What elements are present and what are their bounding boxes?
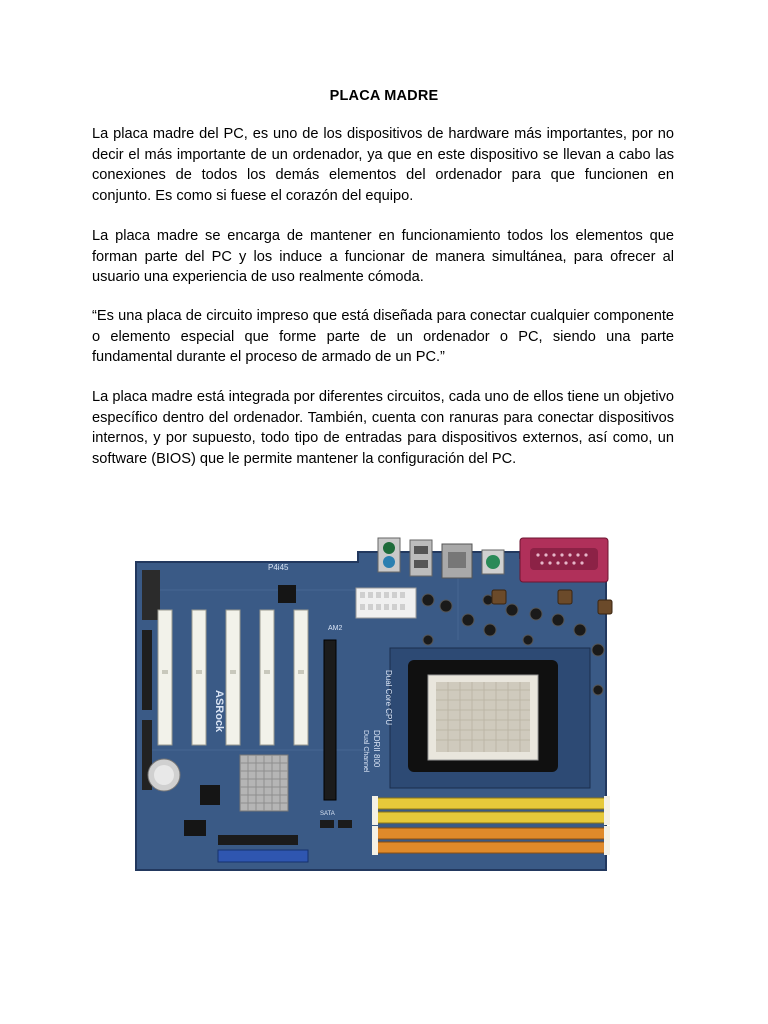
socket-label: AM2 [328,625,343,632]
motherboard-image [128,530,638,875]
brand-label: ASRock [213,690,225,733]
chipset-label: P4i45 [268,563,289,572]
paragraph-definition-quote: “Es una placa de circuito impreso que está diseñada para conectar cualquier componente o elemento especial que forme parte de un ordenador o PC, siendo una parte fundamental durante el proceso de armado de un PC.” [92,308,674,366]
paragraph-function: La placa madre se encarga de mantener en funcionamiento todos los elementos que forman parte del PC y los induce a funcionar de manera simultánea, para ofrecer al usuario una experiencia de uso realmente cómoda. [92,228,674,286]
sata-label: SATA [320,811,335,817]
cpu-label: Dual Core CPU [384,670,393,726]
paragraph-intro: La placa madre del PC, es uno de los dispositivos de hardware más importantes, por no decir el más importante de un ordenador, ya que en este dispositivo se llevan a cabo las conexiones de todos los demás elementos del ordenador para que funcionen en conjunto. Es como si fuese el corazón del equipo. [92,126,674,204]
document-title: PLACA MADRE [329,88,439,104]
paragraph-components: La placa madre está integrada por diferentes circuitos, cada uno de ellos tiene un objetivo específico dentro del ordenador. También, cuenta con ranuras para conectar dispositivos internos, y por supuesto, todo tipo de entradas para dispositivos externos, así como, un software (BIOS) que le permite mantener la configuración del PC. [92,389,674,467]
memory-sub-label: Dual Channel [362,730,369,773]
memory-label: DDRII 800 [372,730,381,768]
